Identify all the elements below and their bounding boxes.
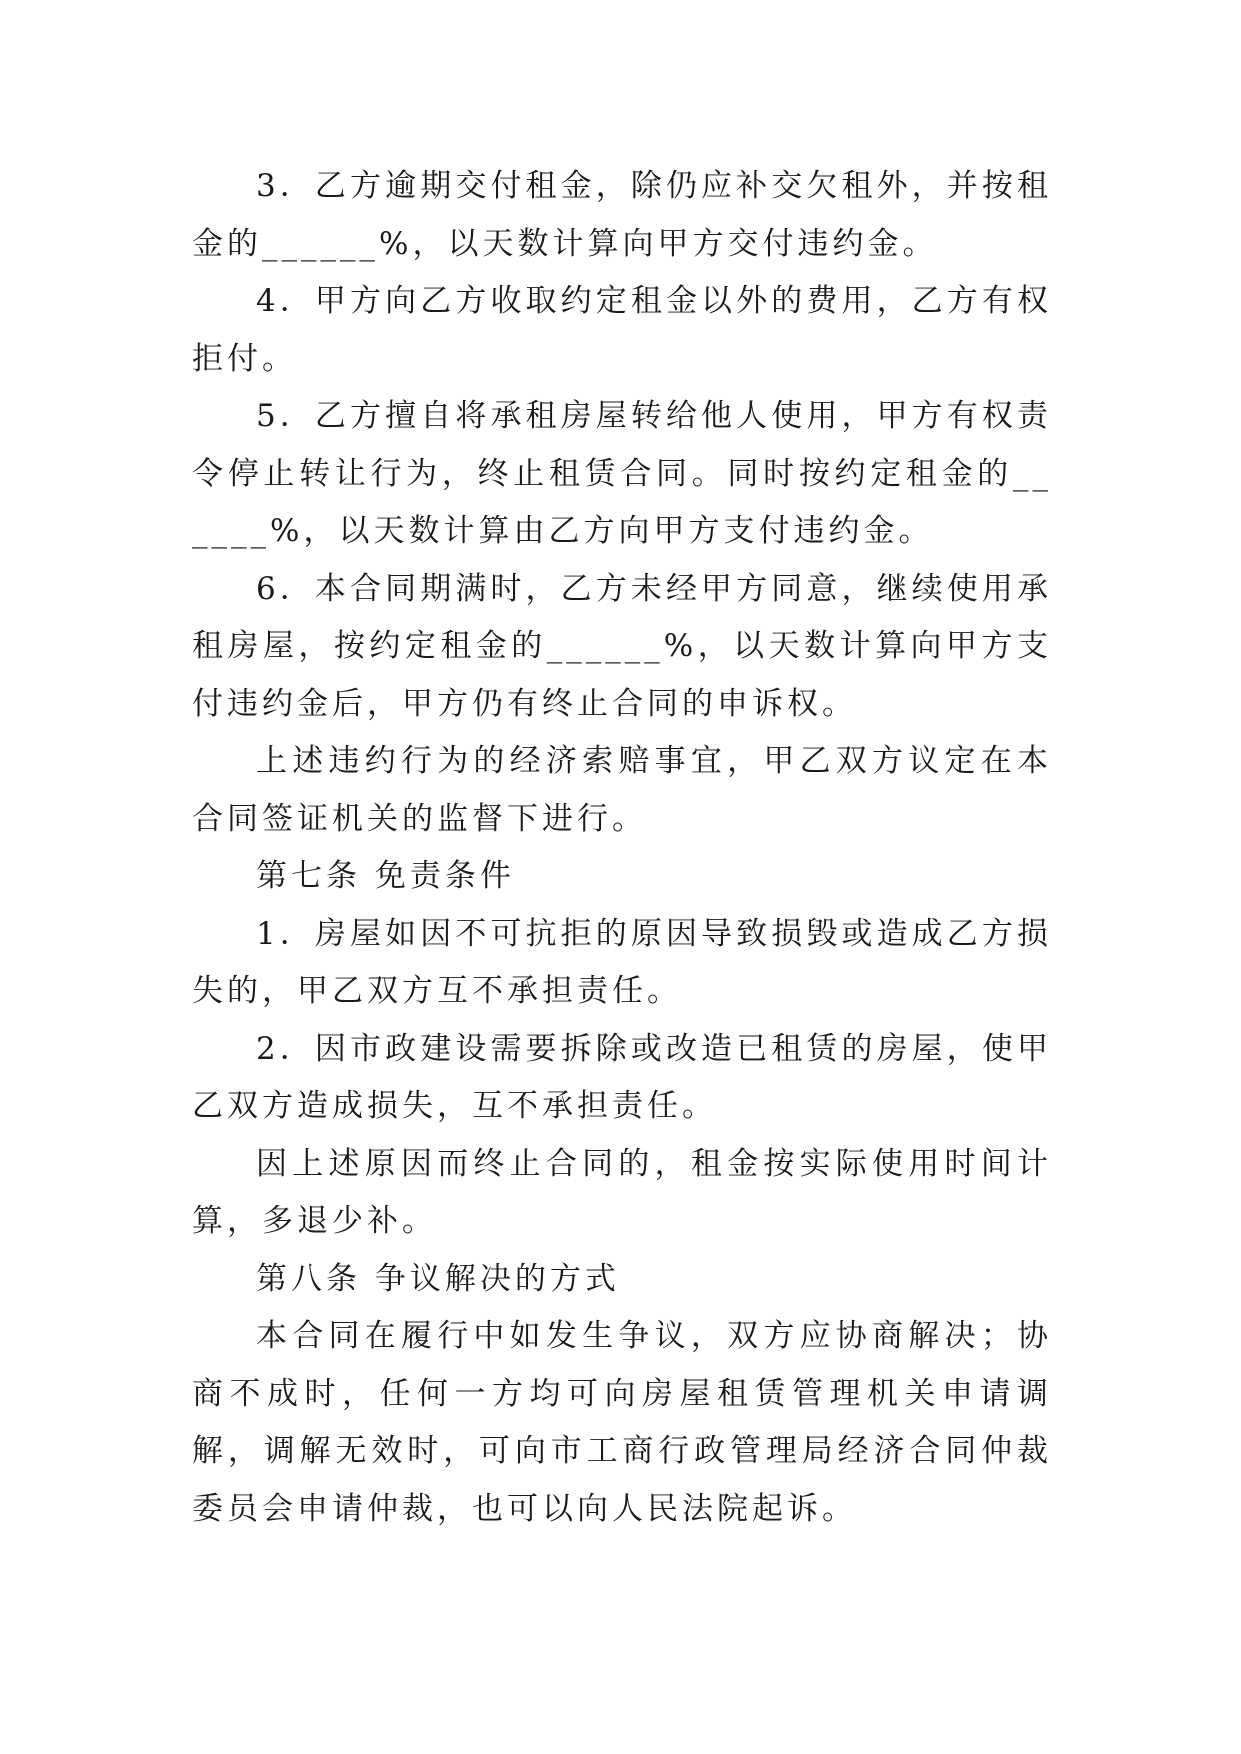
clause-paragraph: 3．乙方逾期交付租金，除仍应补交欠租外，并按租金的______%，以天数计算向甲方交付违约金。	[192, 168, 1052, 262]
clause-paragraph: 本合同在履行中如发生争议，双方应协商解决；协商不成时，任何一方均可向房屋租赁管理机关申请调解，调解无效时，可向市工商行政管理局经济合同仲裁委员会申请仲裁，也可以向人民法院起诉。	[192, 1318, 1052, 1527]
document-body	[192, 158, 1052, 1538]
section-heading: 第八条 争议解决的方式	[256, 1260, 620, 1297]
clause-paragraph: 5．乙方擅自将承租房屋转给他人使用，甲方有权责令停止转让行为，终止租赁合同。同时按约定租金的______%，以天数计算由乙方向甲方支付违约金。	[192, 398, 1052, 549]
clause-paragraph: 2．因市政建设需要拆除或改造已租赁的房屋，使甲乙双方造成损失，互不承担责任。	[192, 1030, 1052, 1124]
clause-paragraph: 6．本合同期满时，乙方未经甲方同意，继续使用承租房屋，按约定租金的______%，以天数计算向甲方支付违约金后，甲方仍有终止合同的申诉权。	[192, 570, 1052, 722]
clause-paragraph: 上述违约行为的经济索赔事宜，甲乙双方议定在本合同签证机关的监督下进行。	[192, 743, 1052, 837]
clause-paragraph: 1．房屋如因不可抗拒的原因导致损毁或造成乙方损失的，甲乙双方互不承担责任。	[192, 915, 1052, 1009]
clause-paragraph: 因上述原因而终止合同的，租金按实际使用时间计算，多退少补。	[192, 1145, 1052, 1239]
clause-paragraph: 4．甲方向乙方收取约定租金以外的费用，乙方有权拒付。	[192, 283, 1052, 377]
section-heading: 第七条 免责条件	[256, 858, 515, 894]
